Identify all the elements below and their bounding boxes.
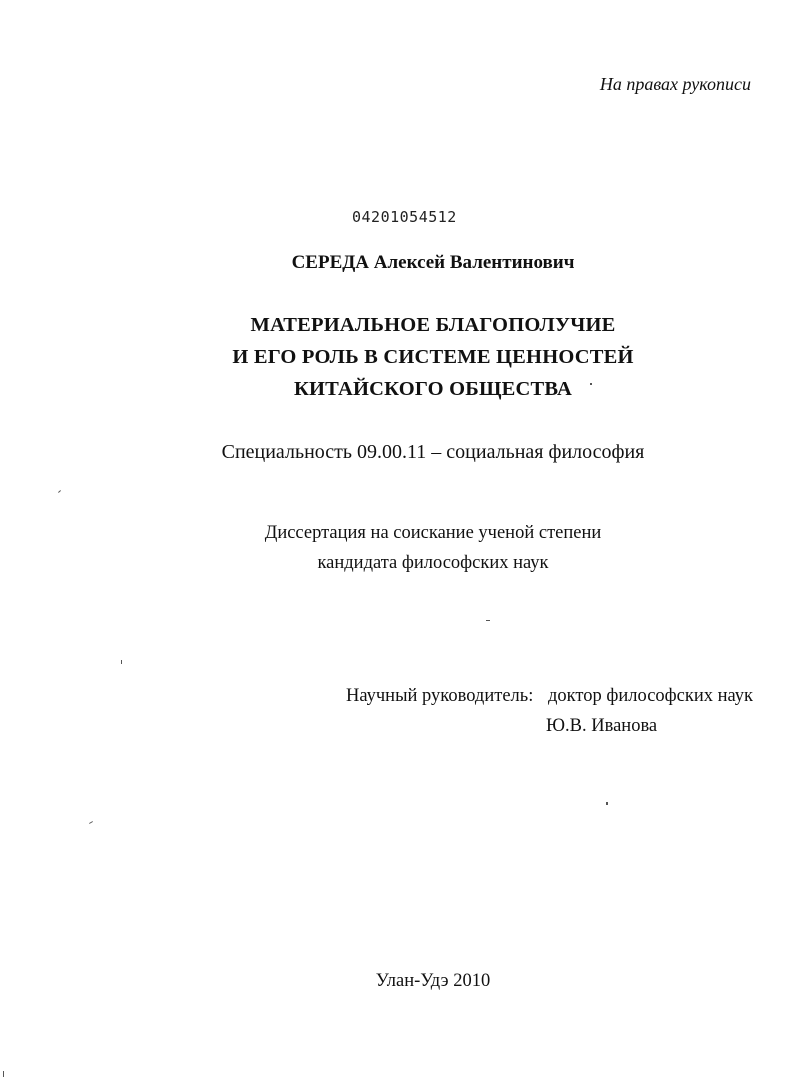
scan-speck [486,620,490,621]
catalog-code: 04201054512 [352,208,457,226]
city-year: Улан-Удэ 2010 [375,971,491,991]
scan-speck [58,490,61,493]
supervisor-label: Научный руководитель: [346,686,534,706]
author-name: СЕРЕДА Алексей Валентинович [291,252,575,273]
title-line-1: МАТЕРИАЛЬНОЕ БЛАГОПОЛУЧИЕ [250,314,616,336]
specialty: Специальность 09.00.11 – социальная философия [221,441,645,463]
dissertation-line-1: Диссертация на соискание ученой степени [264,523,602,543]
scan-speck [3,1071,4,1077]
dissertation-line-2: кандидата философских наук [317,553,549,573]
rights-note: На правах рукописи [599,74,751,94]
scan-speck [606,802,608,805]
title-line-3: КИТАЙСКОГО ОБЩЕСТВА [293,378,573,400]
supervisor-degree: доктор философских наук [548,686,754,706]
supervisor-name: Ю.В. Иванова [546,716,658,736]
title-line-2: И ЕГО РОЛЬ В СИСТЕМЕ ЦЕННОСТЕЙ [232,346,634,368]
scan-speck [89,821,93,824]
scan-speck [590,383,592,385]
scan-speck [121,660,122,664]
